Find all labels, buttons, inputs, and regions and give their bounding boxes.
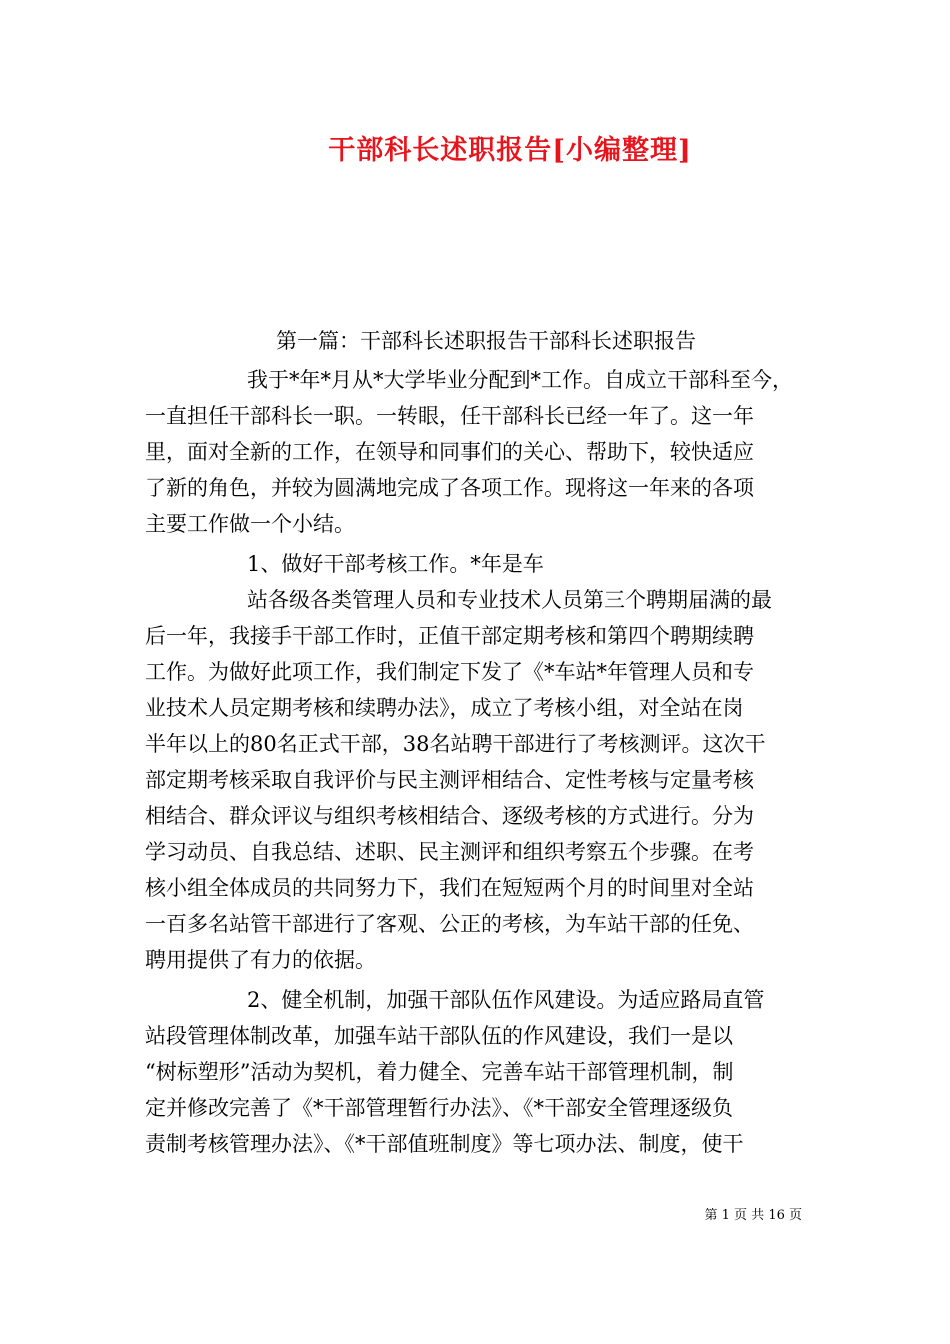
paragraph-line: 责制考核管理办法》、《*干部值班制度》等七项办法、制度，使干 (145, 1132, 744, 1156)
paragraph-line: 站段管理体制改革，加强车站干部队伍的作风建设，我们一是以 (145, 1024, 733, 1048)
paragraph-line: 半年以上的80名正式干部，38名站聘干部进行了考核测评。这次干 (145, 732, 766, 756)
paragraph-line: 部定期考核采取自我评价与民主测评相结合、定性考核与定量考核 (145, 768, 754, 792)
document-title: 干部科长述职报告[小编整理] (328, 135, 692, 166)
paragraph-line: 学习动员、自我总结、述职、民主测评和组织考察五个步骤。在考 (145, 840, 754, 864)
paragraph-line: 业技术人员定期考核和续聘办法》，成立了考核小组，对全站在岗 (145, 696, 744, 720)
paragraph-line: 一直担任干部科长一职。一转眼，任干部科长已经一年了。这一年 (145, 404, 754, 428)
paragraph-line: 2、健全机制，加强干部队伍作风建设。为适应路局直管 (247, 988, 765, 1012)
paragraph-line: 相结合、群众评议与组织考核相结合、逐级考核的方式进行。分为 (145, 804, 754, 828)
paragraph-line: 聘用提供了有力的依据。 (145, 948, 376, 972)
paragraph-line: 主要工作做一个小结。 (145, 512, 355, 536)
paragraph-line: “树标塑形”活动为契机，着力健全、完善车站干部管理机制，制 (145, 1060, 734, 1084)
paragraph-line: 里，面对全新的工作，在领导和同事们的关心、帮助下，较快适应 (145, 440, 754, 464)
section-heading: 第一篇：干部科长述职报告干部科长述职报告 (276, 329, 696, 353)
paragraph-line: 工作。为做好此项工作，我们制定下发了《*车站*年管理人员和专 (145, 660, 754, 684)
paragraph-line: 我于*年*月从*大学毕业分配到*工作。自成立干部科至今， (247, 368, 793, 392)
paragraph-line: 一百多名站管干部进行了客观、公正的考核，为车站干部的任免、 (145, 912, 754, 936)
paragraph-line: 1、做好干部考核工作。*年是车 (247, 552, 544, 576)
paragraph-line: 后一年，我接手干部工作时，正值干部定期考核和第四个聘期续聘 (145, 624, 754, 648)
paragraph-line: 站各级各类管理人员和专业技术人员第三个聘期届满的最 (247, 588, 772, 612)
paragraph-line: 核小组全体成员的共同努力下，我们在短短两个月的时间里对全站 (145, 876, 754, 900)
paragraph-line: 了新的角色，并较为圆满地完成了各项工作。现将这一年来的各项 (145, 476, 754, 500)
page-number-footer: 第 1 页 共 16 页 (704, 1208, 802, 1223)
paragraph-line: 定并修改完善了《*干部管理暂行办法》、《*干部安全管理逐级负 (145, 1096, 733, 1120)
